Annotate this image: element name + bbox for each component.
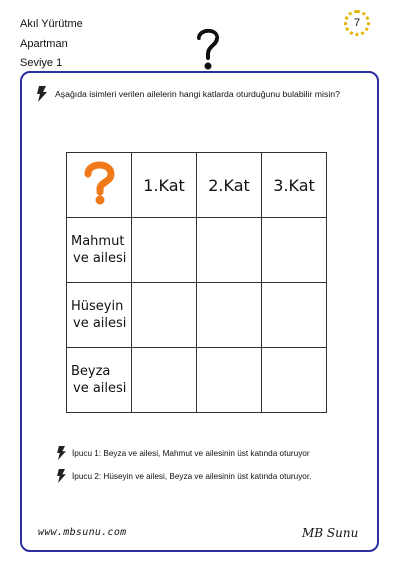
grid-row-huseyin (67, 283, 327, 348)
row-name-suffix: ve ailesi (73, 316, 127, 331)
question-mark-icon (82, 161, 116, 205)
question-mark-icon (192, 26, 224, 72)
level-label: Seviye 1 (20, 57, 63, 69)
column-header: 2.Kat (197, 153, 262, 218)
page-title: Apartman (20, 38, 68, 50)
task-text: Aşağıda isimleri verilen ailelerin hangi katlarda oturduğunu bulabilir misin? (55, 89, 340, 99)
hint-text: İpucu 2: Hüseyin ve ailesi, Beyza ve ailesinin üst katında oturuyor. (72, 471, 312, 481)
answer-cell[interactable] (262, 218, 327, 283)
answer-cell[interactable] (197, 348, 262, 413)
website-link[interactable]: www.mbsunu.com (38, 527, 127, 538)
answer-cell[interactable] (262, 348, 327, 413)
row-header (67, 283, 132, 348)
answer-cell[interactable] (132, 283, 197, 348)
lightning-icon (36, 86, 48, 102)
row-name: Mahmut (71, 234, 125, 249)
answer-cell[interactable] (132, 218, 197, 283)
lightning-icon (56, 446, 67, 460)
hint-2 (56, 469, 311, 483)
answer-cell[interactable] (197, 218, 262, 283)
row-name-suffix: ve ailesi (73, 381, 127, 396)
column-header: 1.Kat (132, 153, 197, 218)
hint-1 (56, 446, 310, 460)
subject-label: Akıl Yürütme (20, 18, 83, 30)
page-number-badge (344, 10, 370, 36)
row-name: Beyza (71, 364, 111, 379)
answer-cell[interactable] (132, 348, 197, 413)
task-instruction (36, 86, 340, 102)
page-number: 7 (353, 17, 361, 29)
column-header: 3.Kat (262, 153, 327, 218)
grid-row-mahmut (67, 218, 327, 283)
grid-row-beyza (67, 348, 327, 413)
puzzle-grid (66, 152, 327, 413)
grid-header-row (67, 153, 327, 218)
grid-corner-cell (67, 153, 132, 218)
row-header (67, 218, 132, 283)
row-name: Hüseyin (71, 299, 124, 314)
brand-signature: MB Sunu (302, 526, 359, 540)
lightning-icon (56, 469, 67, 483)
hint-text: İpucu 1: Beyza ve ailesi, Mahmut ve ailesinin üst katında oturuyor (72, 448, 310, 458)
row-header (67, 348, 132, 413)
answer-cell[interactable] (197, 283, 262, 348)
answer-cell[interactable] (262, 283, 327, 348)
row-name-suffix: ve ailesi (73, 251, 127, 266)
